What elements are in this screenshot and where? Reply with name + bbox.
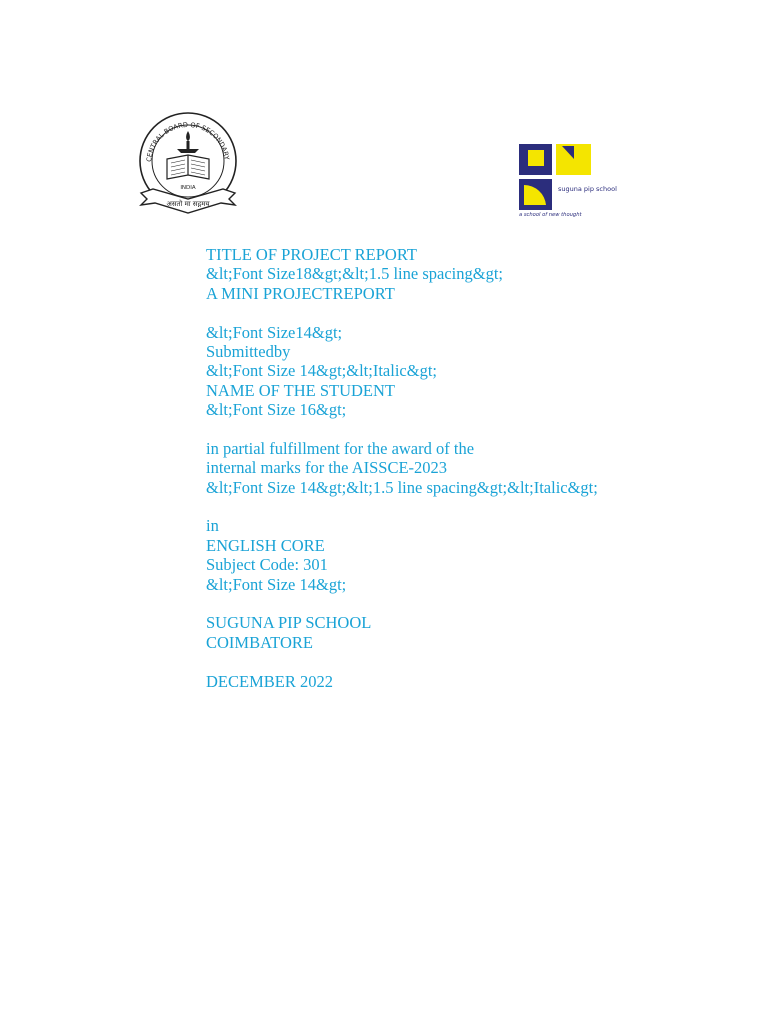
text-line: Submittedby — [206, 341, 291, 361]
text-line: internal marks for the AISSCE-2023 — [206, 458, 448, 478]
text-line: &lt;Font Size 14&gt; — [206, 574, 347, 594]
text-line: NAME OF THE STUDENT — [206, 380, 395, 400]
blank-line — [206, 303, 746, 322]
school-logo-text: suguna pip school — [558, 185, 617, 193]
text-line: in partial fulfillment for the award of the — [206, 438, 475, 458]
text-line: ENGLISH CORE — [206, 535, 325, 555]
suguna-pip-logo — [518, 143, 617, 219]
cbse-seal-logo — [133, 109, 243, 219]
text-line: &lt;Font Size 14&gt;&lt;Italic&gt; — [206, 361, 437, 381]
text-line: DECEMBER 2022 — [206, 671, 333, 691]
seal-graphic — [133, 109, 243, 219]
cover-page-text — [206, 245, 746, 691]
school-tagline: a school of new thought — [519, 212, 582, 218]
seal-banner-text: असतो मा सद्गमय — [166, 200, 210, 208]
text-line: &lt;Font Size14&gt; — [206, 322, 343, 342]
blank-line — [206, 652, 746, 671]
text-line: &lt;Font Size 14&gt;&lt;1.5 line spacing&gt;&lt;Italic&gt; — [206, 477, 598, 497]
blank-line — [206, 420, 746, 439]
seal-ring-text: CENTRAL BOARD OF SECONDARY — [145, 120, 231, 163]
seal-center-text: INDIA — [180, 185, 196, 191]
text-line: in — [206, 516, 219, 536]
text-line: SUGUNA PIP SCHOOL — [206, 613, 372, 633]
text-line: TITLE OF PROJECT REPORT — [206, 245, 417, 264]
text-line: &lt;Font Size 16&gt; — [206, 400, 347, 420]
text-line: COIMBATORE — [206, 632, 313, 652]
blank-line — [206, 497, 746, 516]
school-logo-graphic — [518, 143, 617, 219]
text-line: A MINI PROJECTREPORT — [206, 283, 395, 303]
blank-line — [206, 594, 746, 613]
text-line: &lt;Font Size18&gt;&lt;1.5 line spacing&gt; — [206, 264, 503, 284]
text-line: Subject Code: 301 — [206, 555, 328, 575]
